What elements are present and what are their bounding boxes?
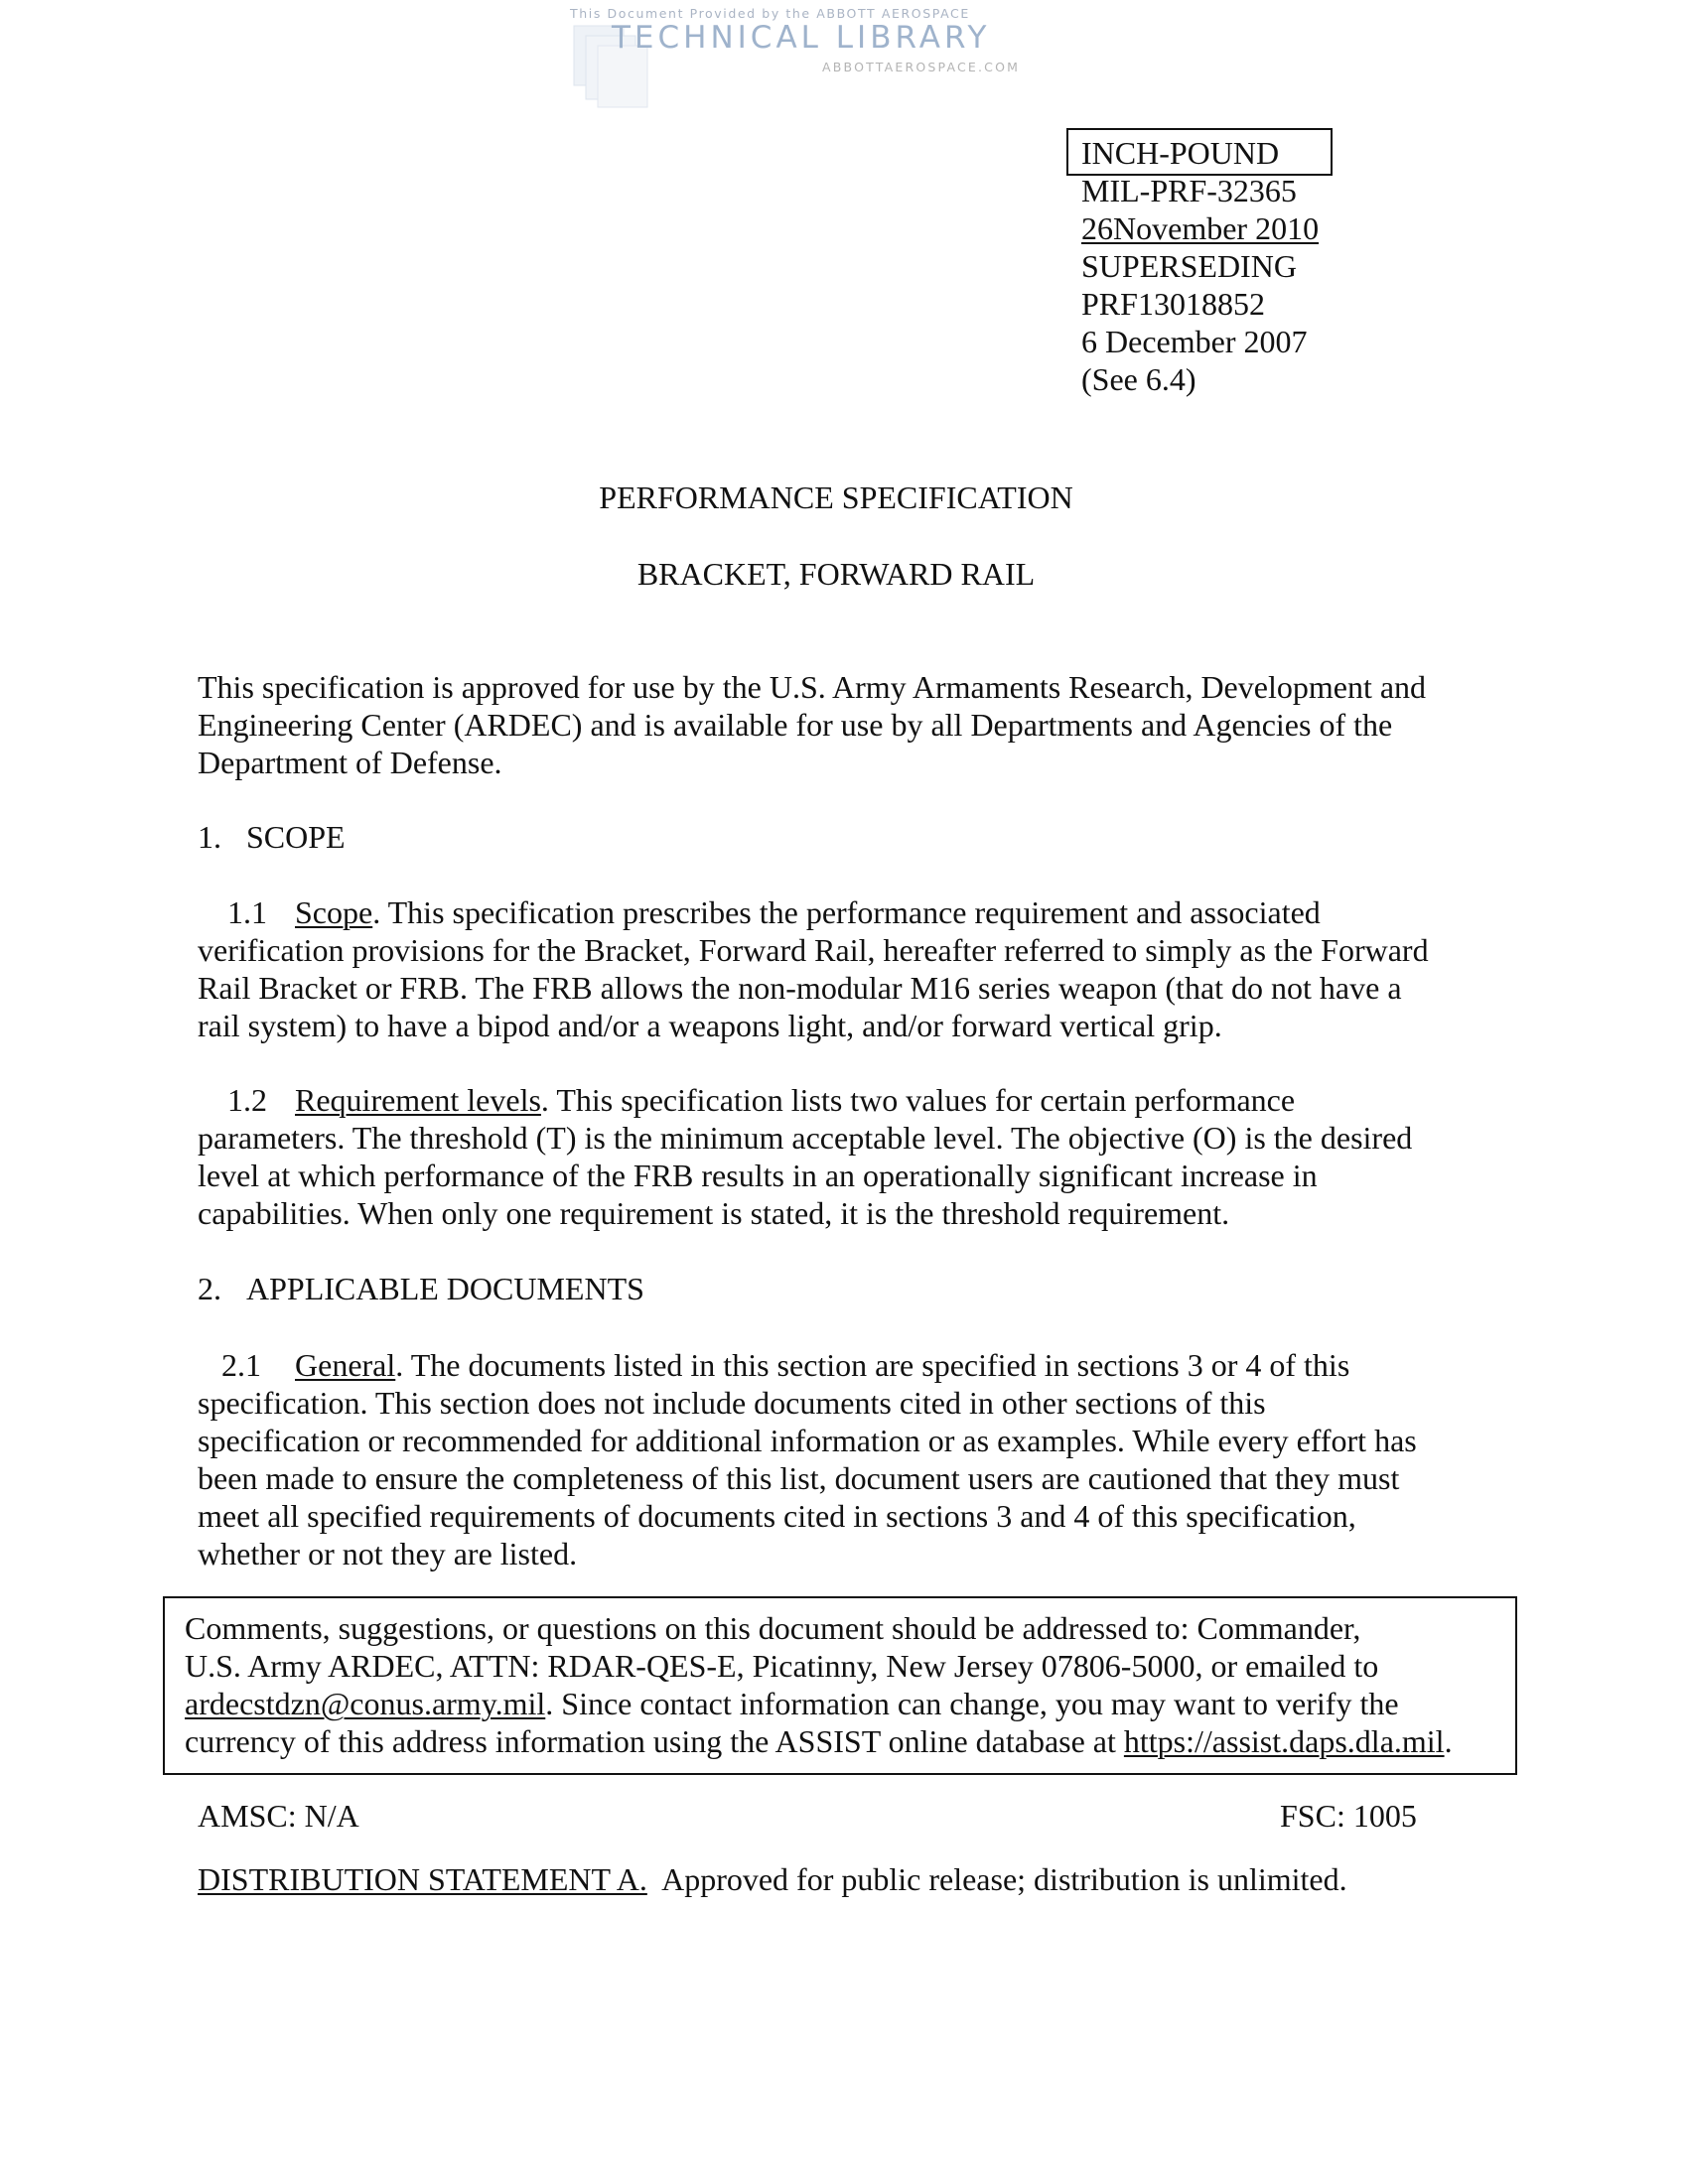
watermark-title: TECHNICAL LIBRARY [612,20,991,56]
abbott-aerospace-watermark [570,4,1086,75]
distribution-statement [198,1860,1347,1898]
document-identification-block [1081,134,1319,398]
assist-url-link[interactable]: https://assist.daps.dla.mil [1123,1723,1445,1759]
paragraph-line: parameters. The threshold (T) is the minimum acceptable level. The objective (O) is the desired [198,1120,1413,1156]
fsc-label: FSC: 1005 [1280,1798,1417,1834]
intro-line: Engineering Center (ARDEC) and is available for use by all Departments and Agencies of the [198,707,1393,743]
section-heading: Scope [295,894,373,930]
section-heading: Requirement levels [295,1082,541,1118]
paragraph-line: specification. This section does not include documents cited in other sections of this [198,1385,1266,1421]
section-number: 2. [198,1271,221,1306]
intro-line: Department of Defense. [198,745,502,780]
paragraph-line: Rail Bracket or FRB. The FRB allows the non-modular M16 series weapon (that do not have a [198,970,1402,1006]
section-2-heading [198,1270,644,1307]
section-title: APPLICABLE DOCUMENTS [246,1271,644,1306]
intro-line: This specification is approved for use by the U.S. Army Armaments Research, Development and [198,669,1427,705]
section-2-1-paragraph [198,1346,1417,1572]
inch-pound-label: INCH-POUND [1081,135,1280,171]
paragraph-line: been made to ensure the completeness of this list, document users are cautioned that they must [198,1460,1400,1496]
comments-line: currency of this address information using the ASSIST online database at [185,1723,1124,1759]
watermark-url: ABBOTTAEROSPACE.COM [822,60,1021,74]
comments-line: . Since contact information can change, you may want to verify the [545,1686,1399,1721]
page-title: PERFORMANCE SPECIFICATION [599,479,1073,515]
see-reference: (See 6.4) [1081,361,1196,397]
page-subtitle: BRACKET, FORWARD RAIL [636,556,1036,592]
superseded-number: PRF13018852 [1081,286,1265,322]
paragraph-line: capabilities. When only one requirement is stated, it is the threshold requirement. [198,1195,1230,1231]
paragraph-line: verification provisions for the Bracket, Forward Rail, hereafter referred to simply as the Forward [198,932,1429,968]
section-heading: General [295,1347,396,1383]
comments-line: U.S. Army ARDEC, ATTN: RDAR-QES-E, Picatinny, New Jersey 07806-5000, or emailed to [185,1648,1379,1684]
paragraph-line: . This specification prescribes the performance requirement and associated [372,894,1321,930]
section-number: 1.2 [227,1082,267,1118]
section-1-1-paragraph [198,893,1429,1044]
document-number: MIL-PRF-32365 [1081,173,1297,208]
paragraph-line: . This specification lists two values for certain performance [540,1082,1296,1118]
paragraph-line: meet all specified requirements of documents cited in sections 3 and 4 of this specification, [198,1498,1356,1534]
section-number: 2.1 [221,1347,261,1383]
contact-email-link[interactable]: ardecstdzn@conus.army.mil [185,1686,546,1721]
document-date: 26November 2010 [1081,210,1320,246]
section-title: SCOPE [246,819,346,855]
paragraph-line: specification or recommended for additional information or as examples. While every effort has [198,1423,1417,1458]
distribution-label: DISTRIBUTION STATEMENT A. [198,1861,647,1897]
section-number: 1. [198,819,221,855]
comments-box [163,1596,1517,1775]
superseding-label: SUPERSEDING [1081,248,1297,284]
distribution-text: Approved for public release; distribution is unlimited. [646,1861,1347,1897]
superseded-date: 6 December 2007 [1081,324,1308,359]
paragraph-line: . The documents listed in this section are specified in sections 3 or 4 of this [395,1347,1350,1383]
amsc-label: AMSC: N/A [198,1798,359,1834]
comments-line-end: . [1444,1723,1453,1759]
paragraph-line: level at which performance of the FRB results in an operationally significant increase in [198,1158,1318,1193]
comments-line: Comments, suggestions, or questions on this document should be addressed to: Commander, [185,1610,1361,1646]
watermark-provided-by: This Document Provided by the ABBOTT AEROSPACE [570,6,970,21]
paragraph-line: rail system) to have a bipod and/or a weapons light, and/or forward vertical grip. [198,1008,1222,1043]
section-1-heading [198,818,346,856]
section-number: 1.1 [227,894,267,930]
paragraph-line: whether or not they are listed. [198,1536,578,1571]
intro-paragraph [198,668,1426,781]
section-1-2-paragraph [198,1081,1412,1232]
